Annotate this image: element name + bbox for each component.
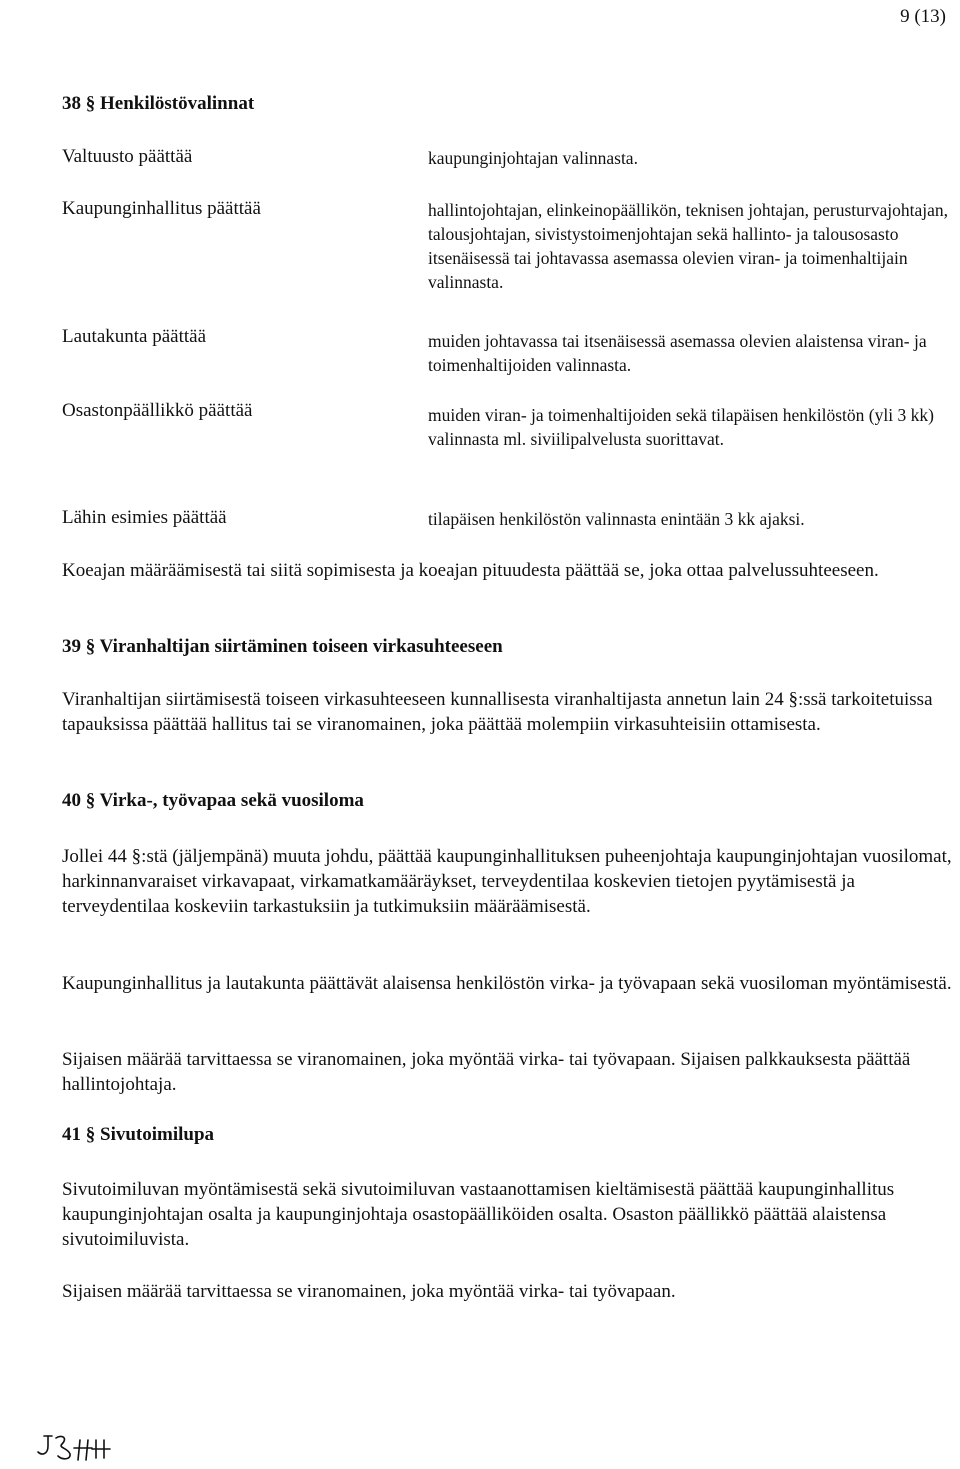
section-40-heading: 40 § Virka-, työvapaa sekä vuosiloma bbox=[62, 790, 364, 811]
section-41-heading: 41 § Sivutoimilupa bbox=[62, 1124, 215, 1145]
row-label-lahin-esimies: Lähin esimies päättää bbox=[62, 507, 227, 528]
row-label-osastonpaallikko: Osastonpäällikkö päättää bbox=[62, 400, 253, 421]
section-40-paragraph-2: Kaupunginhallitus ja lautakunta päättävät alaisensa henkilöstön virka- ja työvapaan sekä vuosiloman myöntämisestä. bbox=[62, 973, 952, 994]
section-39-paragraph: Viranhaltijan siirtämisestä toiseen virkasuhteeseen kunnallisesta viranhaltijasta annetun lain 24 §:ssä tarkoitetuissa tapauksissa päättää hallitus tai se viranomainen, joka päättää molempiin virkasuhteisiin ottamisesta. bbox=[62, 689, 933, 735]
row-label-kaupunginhallitus: Kaupunginhallitus päättää bbox=[62, 198, 261, 219]
row-text-valtuusto: kaupunginjohtajan valinnasta. bbox=[428, 148, 638, 168]
section-39-heading: 39 § Viranhaltijan siirtäminen toiseen virkasuhteeseen bbox=[62, 636, 503, 657]
section-40-paragraph-3: Sijaisen määrää tarvittaessa se viranomainen, joka myöntää virka- tai työvapaan. Sijaisen palkkauksesta päättää hallintojohtaja. bbox=[62, 1049, 911, 1095]
row-text-lautakunta: muiden johtavassa tai itsenäisessä asemassa olevien alaistensa viran- ja toimenhaltijoiden valinnasta. bbox=[428, 331, 927, 375]
row-text-osastonpaallikko: muiden viran- ja toimenhaltijoiden sekä tilapäisen henkilöstön (yli 3 kk) valinnasta ml. siviilipalvelusta suorittavat. bbox=[428, 405, 934, 449]
section-40-paragraph-1: Jollei 44 §:stä (jäljempänä) muuta johdu, päättää kaupunginhallituksen puheenjohtaja kaupunginjohtajan vuosilomat, harkinnanvaraiset virkavapaat, virkamatkamääräykset, terveydentilaa koskevien tietojen pyytämisestä ja terveydentilaa koskeviin tarkastuksiin ja tutkimuksiin määräämisestä. bbox=[62, 846, 952, 917]
row-text-kaupunginhallitus: hallintojohtajan, elinkeinopäällikön, teknisen johtajan, perusturvajohtajan, talousjohtajan, sivistystoimenjohtajan sekä hallinto- ja talousosasto itsenäisessä tai johtavassa asemassa olevien viran- ja toimenhaltijain valinnasta. bbox=[428, 200, 949, 292]
section-41-paragraph-2: Sijaisen määrää tarvittaessa se viranomainen, joka myöntää virka- tai työvapaan. bbox=[62, 1281, 676, 1302]
section-38-heading: 38 § Henkilöstövalinnat bbox=[62, 93, 255, 114]
section-41-paragraph-1: Sivutoimiluvan myöntämisestä sekä sivutoimiluvan vastaanottamisen kieltämisestä päättää kaupunginhallitus kaupunginjohtajan osalta ja kaupunginjohtaja osastopäälliköiden osalta. Osaston päällikkö päättää alaistensa sivutoimiluvista. bbox=[62, 1179, 895, 1250]
row-label-valtuusto: Valtuusto päättää bbox=[62, 146, 193, 167]
row-text-lahin-esimies: tilapäisen henkilöstön valinnasta enintään 3 kk ajaksi. bbox=[428, 509, 805, 529]
handwritten-initials-signature bbox=[34, 1430, 124, 1464]
section-38-paragraph: Koeajan määräämisestä tai siitä sopimisesta ja koeajan pituudesta päättää se, joka ottaa palvelussuhteeseen. bbox=[62, 560, 879, 581]
page-number: 9 (13) bbox=[900, 6, 946, 27]
row-label-lautakunta: Lautakunta päättää bbox=[62, 326, 207, 347]
